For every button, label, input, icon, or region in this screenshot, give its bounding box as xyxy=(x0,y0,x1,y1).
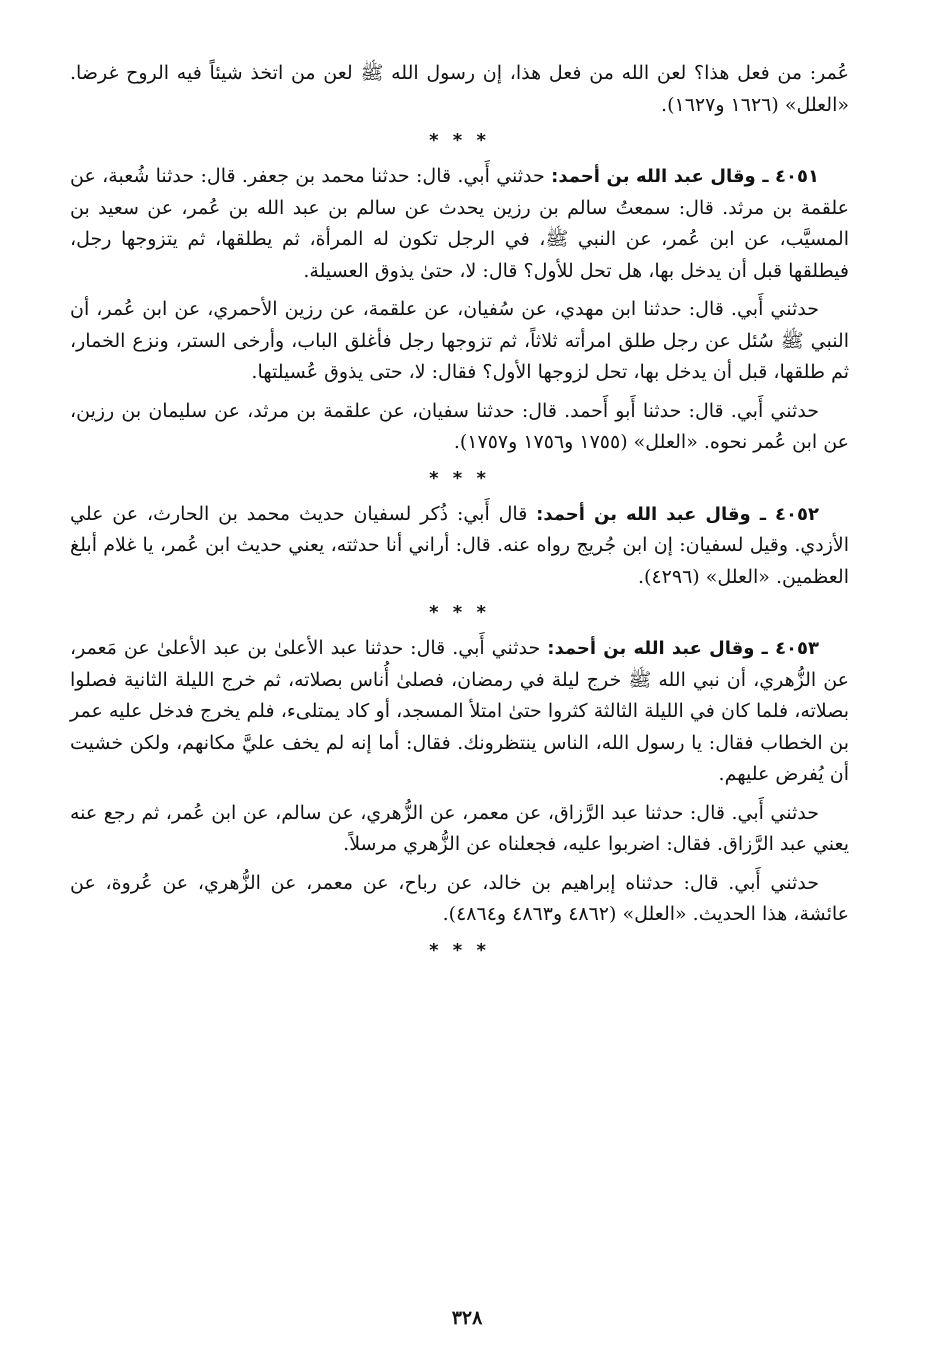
document-page xyxy=(70,58,849,1319)
entry-heading: وقال عبد الله بن أحمد: xyxy=(547,638,755,659)
entry-number: ٤٠٥١ xyxy=(775,166,819,187)
entry-4053-paragraph-1: ٤٠٥٣ ـ وقال عبد الله بن أحمد: حدثني أَبي. قال: حدثنا عبد الأعلىٰ بن عبد الأعلىٰ عن مَعمر، عن الزُّهري، أن نبي الله ﷺ خرج ليلة في رمضان، فصلىٰ أُناس بصلاته، ثم خرج الليلة الثانية فصلوا بصلاته، فلما كان في الليلة الثالثة كثروا حتىٰ امتلأ المسجد، أو كاد يمتلىء، فلم يخرج فدخل عليه عمر بن الخطاب فقال: يا رسول الله، الناس ينتظرونك. فقال: أما إنه لم يخف عليَّ مكانهم، ولكن خشيت أن يُفرض عليهم. xyxy=(70,637,849,785)
entry-4052-paragraph-1: ٤٠٥٢ ـ وقال عبد الله بن أحمد: قال أَبي: ذُكر لسفيان حديث محمد بن الحارث، عن علي الأزدي. وقيل لسفيان: إن ابن جُريج رواه عنه. قال: أراني أنا حدثته، يعني حديث ابن عُمر، يا غلام أبلغ العظمين. «العلل» (٤٢٩٦). xyxy=(70,502,849,588)
section-separator: * * * xyxy=(429,467,490,489)
page-number: ٣٢٨ xyxy=(451,1307,483,1329)
intro-paragraph: عُمر: من فعل هذا؟ لعن الله من فعل هذا، إن رسول الله ﷺ لعن من اتخذ شيئاً فيه الروح غرضا. «العلل» (١٦٢٦ و١٦٢٧). xyxy=(70,62,849,116)
entry-4053-paragraph-2: حدثني أَبي. قال: حدثنا عبد الرَّزاق، عن معمر، عن الزُّهري، عن سالم، عن ابن عُمر، ثم رجع عنه يعني عبد الرَّزاق. فقال: اضربوا عليه، فجعلناه عن الزُّهري مرسلاً. xyxy=(70,801,849,855)
entry-4051-paragraph-1: ٤٠٥١ ـ وقال عبد الله بن أحمد: حدثني أَبي. قال: حدثنا محمد بن جعفر. قال: حدثنا شُعبة، عن علقمة بن مرثد. قال: سمعتُ سالم بن رزين يحدث عن سالم بن عبد الله بن عُمر، عن سعيد بن المسيَّب، عن ابن عُمر، عن النبي ﷺ، في الرجل تكون له المرأة، ثم يطلقها، ثم يتزوجها رجل، فيطلقها قبل أن يدخل بها، هل تحل للأول؟ قال: لا، حتىٰ يذوق العسيلة. xyxy=(70,165,849,282)
section-separator: * * * xyxy=(429,602,490,623)
entry-number: ٤٠٥٣ xyxy=(775,638,820,659)
section-separator: * * * xyxy=(429,939,490,961)
section-separator: * * * xyxy=(429,130,490,151)
entry-heading: وقال عبد الله بن أحمد: xyxy=(536,503,751,525)
entry-text: قال أَبي: ذُكر لسفيان حديث محمد بن الحارث، عن علي الأزدي. وقيل لسفيان: إن ابن جُريج رواه عنه. قال: أراني أنا حدثته، يعني حديث ابن عُمر، يا غلام أبلغ العظمين. «العلل» (٤٢٩٦). xyxy=(70,502,849,588)
entry-4051-paragraph-3: حدثني أَبي. قال: حدثنا أَبو أَحمد. قال: حدثنا سفيان، عن علقمة بن مرثد، عن سليمان بن رزين، عن ابن عُمر نحوه. «العلل» (١٧٥٥ و١٧٥٦ و١٧٥٧). xyxy=(70,399,849,453)
entry-text: حدثني أَبي. قال: حدثنا عبد الأعلىٰ بن عبد الأعلىٰ عن مَعمر، عن الزُّهري، أن نبي الله ﷺ خرج ليلة في رمضان، فصلىٰ أُناس بصلاته، ثم خرج الليلة الثانية فصلوا بصلاته، فلما كان في الليلة الثالثة كثروا حتىٰ امتلأ المسجد، أو كاد يمتلىء، فلم يخرج فدخل عليه عمر بن الخطاب فقال: يا رسول الله، الناس ينتظرونك. فقال: أما إنه لم يخف عليَّ مكانهم، ولكن خشيت أن يُفرض عليهم. xyxy=(70,637,849,785)
entry-4053-paragraph-3: حدثني أَبي. قال: حدثناه إبراهيم بن خالد، عن رباح، عن معمر، عن الزُّهري، عن عُروة، عن عائشة، هذا الحديث. «العلل» (٤٨٦٢ و٤٨٦٣ و٤٨٦٤). xyxy=(70,871,849,925)
entry-4051-paragraph-2: حدثني أَبي. قال: حدثنا ابن مهدي، عن سُفيان، عن علقمة، عن رزين الأحمري، عن ابن عُمر، أن النبي ﷺ سُئل عن رجل طلق امرأته ثلاثاً، ثم تزوجها رجل فأغلق الباب، وأرخى الستر، ونزع الخمار، ثم طلقها، قبل أن يدخل بها، تحل لزوجها الأول؟ فقال: لا، حتى يذوق عُسيلتها. xyxy=(70,298,849,383)
entry-number: ٤٠٥٢ xyxy=(775,503,819,525)
entry-text: حدثني أَبي. قال: حدثنا محمد بن جعفر. قال: حدثنا شُعبة، عن علقمة بن مرثد. قال: سمعتُ سالم بن رزين يحدث عن سالم بن عبد الله بن عُمر، عن سعيد بن المسيَّب، عن ابن عُمر، عن النبي ﷺ، في الرجل تكون له المرأة، ثم يطلقها، ثم يتزوجها رجل، فيطلقها قبل أن يدخل بها، هل تحل للأول؟ قال: لا، حتىٰ يذوق العسيلة. xyxy=(70,165,849,282)
entry-heading: وقال عبد الله بن أحمد: xyxy=(551,166,756,187)
